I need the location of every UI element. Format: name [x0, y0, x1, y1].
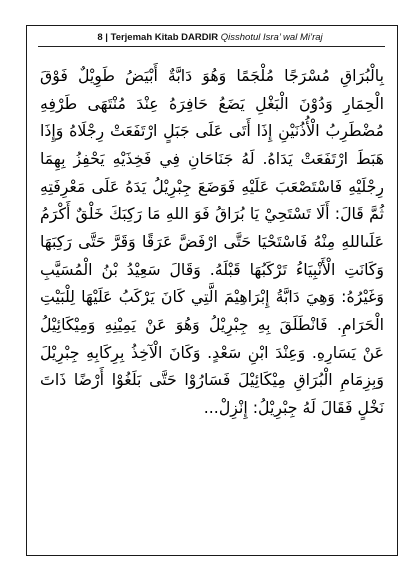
- running-header: [0, 31, 420, 44]
- book-subtitle: Qisshotul Isra’ wal Mi’raj: [220, 32, 323, 43]
- text-line: الْحَرَامِ. فَانْطَلَقَ بِهِ جِبْرِيْلُ وَهُوَ عَنْ يَمِيْنِهِ وَمِيْكَائِيْلُ: [40, 314, 384, 334]
- header-rule: [38, 46, 385, 47]
- arabic-text-body: [40, 62, 384, 422]
- text-line: رِجْلَيْهِ فَاسْتَصْعَبَ عَلَيْهِ فَوَضَعَ جِبْرِيْلُ يَدَهُ عَلَى مَعْرِفَتِهِ: [40, 176, 384, 196]
- text-line: وَبِزِمَامِ الْبُرَاقِ مِيْكَائِيْلَ فَسَارُوْا حَتَّى بَلَغُوْا أَرْضًا ذَاتَ: [40, 370, 384, 390]
- header-separator: |: [105, 32, 108, 43]
- text-line: عَلَىاللهِ مِنْهُ فَاسْتَحْيَا حَتَّى ارْفَضَّ عَرَقًا وَقَرَّ حَتَّى رَكِبَهَا: [40, 231, 384, 251]
- text-line: وَغَيْرُهُ: وَهِيَ دَابَّةُ إِبْرَاهِيْمَ الَّتِي كَانَ يَرْكَبُ عَلَيْهَا لِلْبَيْتِ: [40, 287, 384, 307]
- text-line: بِالْبُرَاقِ مُسْرَجًا مُلْجَمًا وَهُوَ دَابَّةٌ أَبْيَضُ طَوِيْلٌ فَوْقَ: [40, 66, 384, 85]
- book-title: Terjemah Kitab DARDIR: [110, 32, 219, 43]
- page-number: 8: [97, 32, 103, 43]
- text-line: هَبَطَ ارْتَفَعَتْ يَدَاهُ. لَهُ جَنَاحَانِ فِي فَخِذَيْهِ يَحْفِزُ بِهِمَا: [40, 148, 384, 168]
- text-line: وَكَانَتِ الْأَنْبِيَاءُ تَرْكَبُهَا قَبْلَهُ. وَقَالَ سَعِيْدُ بْنُ الْمُسَيَّبِ: [40, 259, 384, 279]
- text-line: ثُمَّ قَالَ: أَلَا تَسْتَحِيْ يَا بُرَاقُ فَوَ اللهِ مَا رَكِبَكَ خَلْقٌ أَكْرَمُ: [40, 204, 384, 224]
- text-line-last: نَخْلٍ فَقَالَ لَهُ جِبْرِيْلُ: إِنْزِلْ...: [203, 397, 384, 417]
- text-line: عَنْ يَسَارِهِ. وَعِنْدَ ابْنِ سَعْدٍ. وَكَانَ الْآخِذُ بِرِكَابِهِ جِبْرِيْلَ: [40, 342, 384, 362]
- text-line: مُضْطَرِبُ الْأُذُنَيْنِ إِذَا أَتَى عَلَى جَبَلٍ ارْتَفَعَتْ رِجْلَاهُ وَإِذَا: [40, 121, 384, 141]
- text-line: الْحِمَارِ وَدُوْنَ الْبَغْلِ يَضَعُ حَافِرَهُ عِنْدَ مُنْتَهَى طَرْفِهِ: [40, 93, 384, 113]
